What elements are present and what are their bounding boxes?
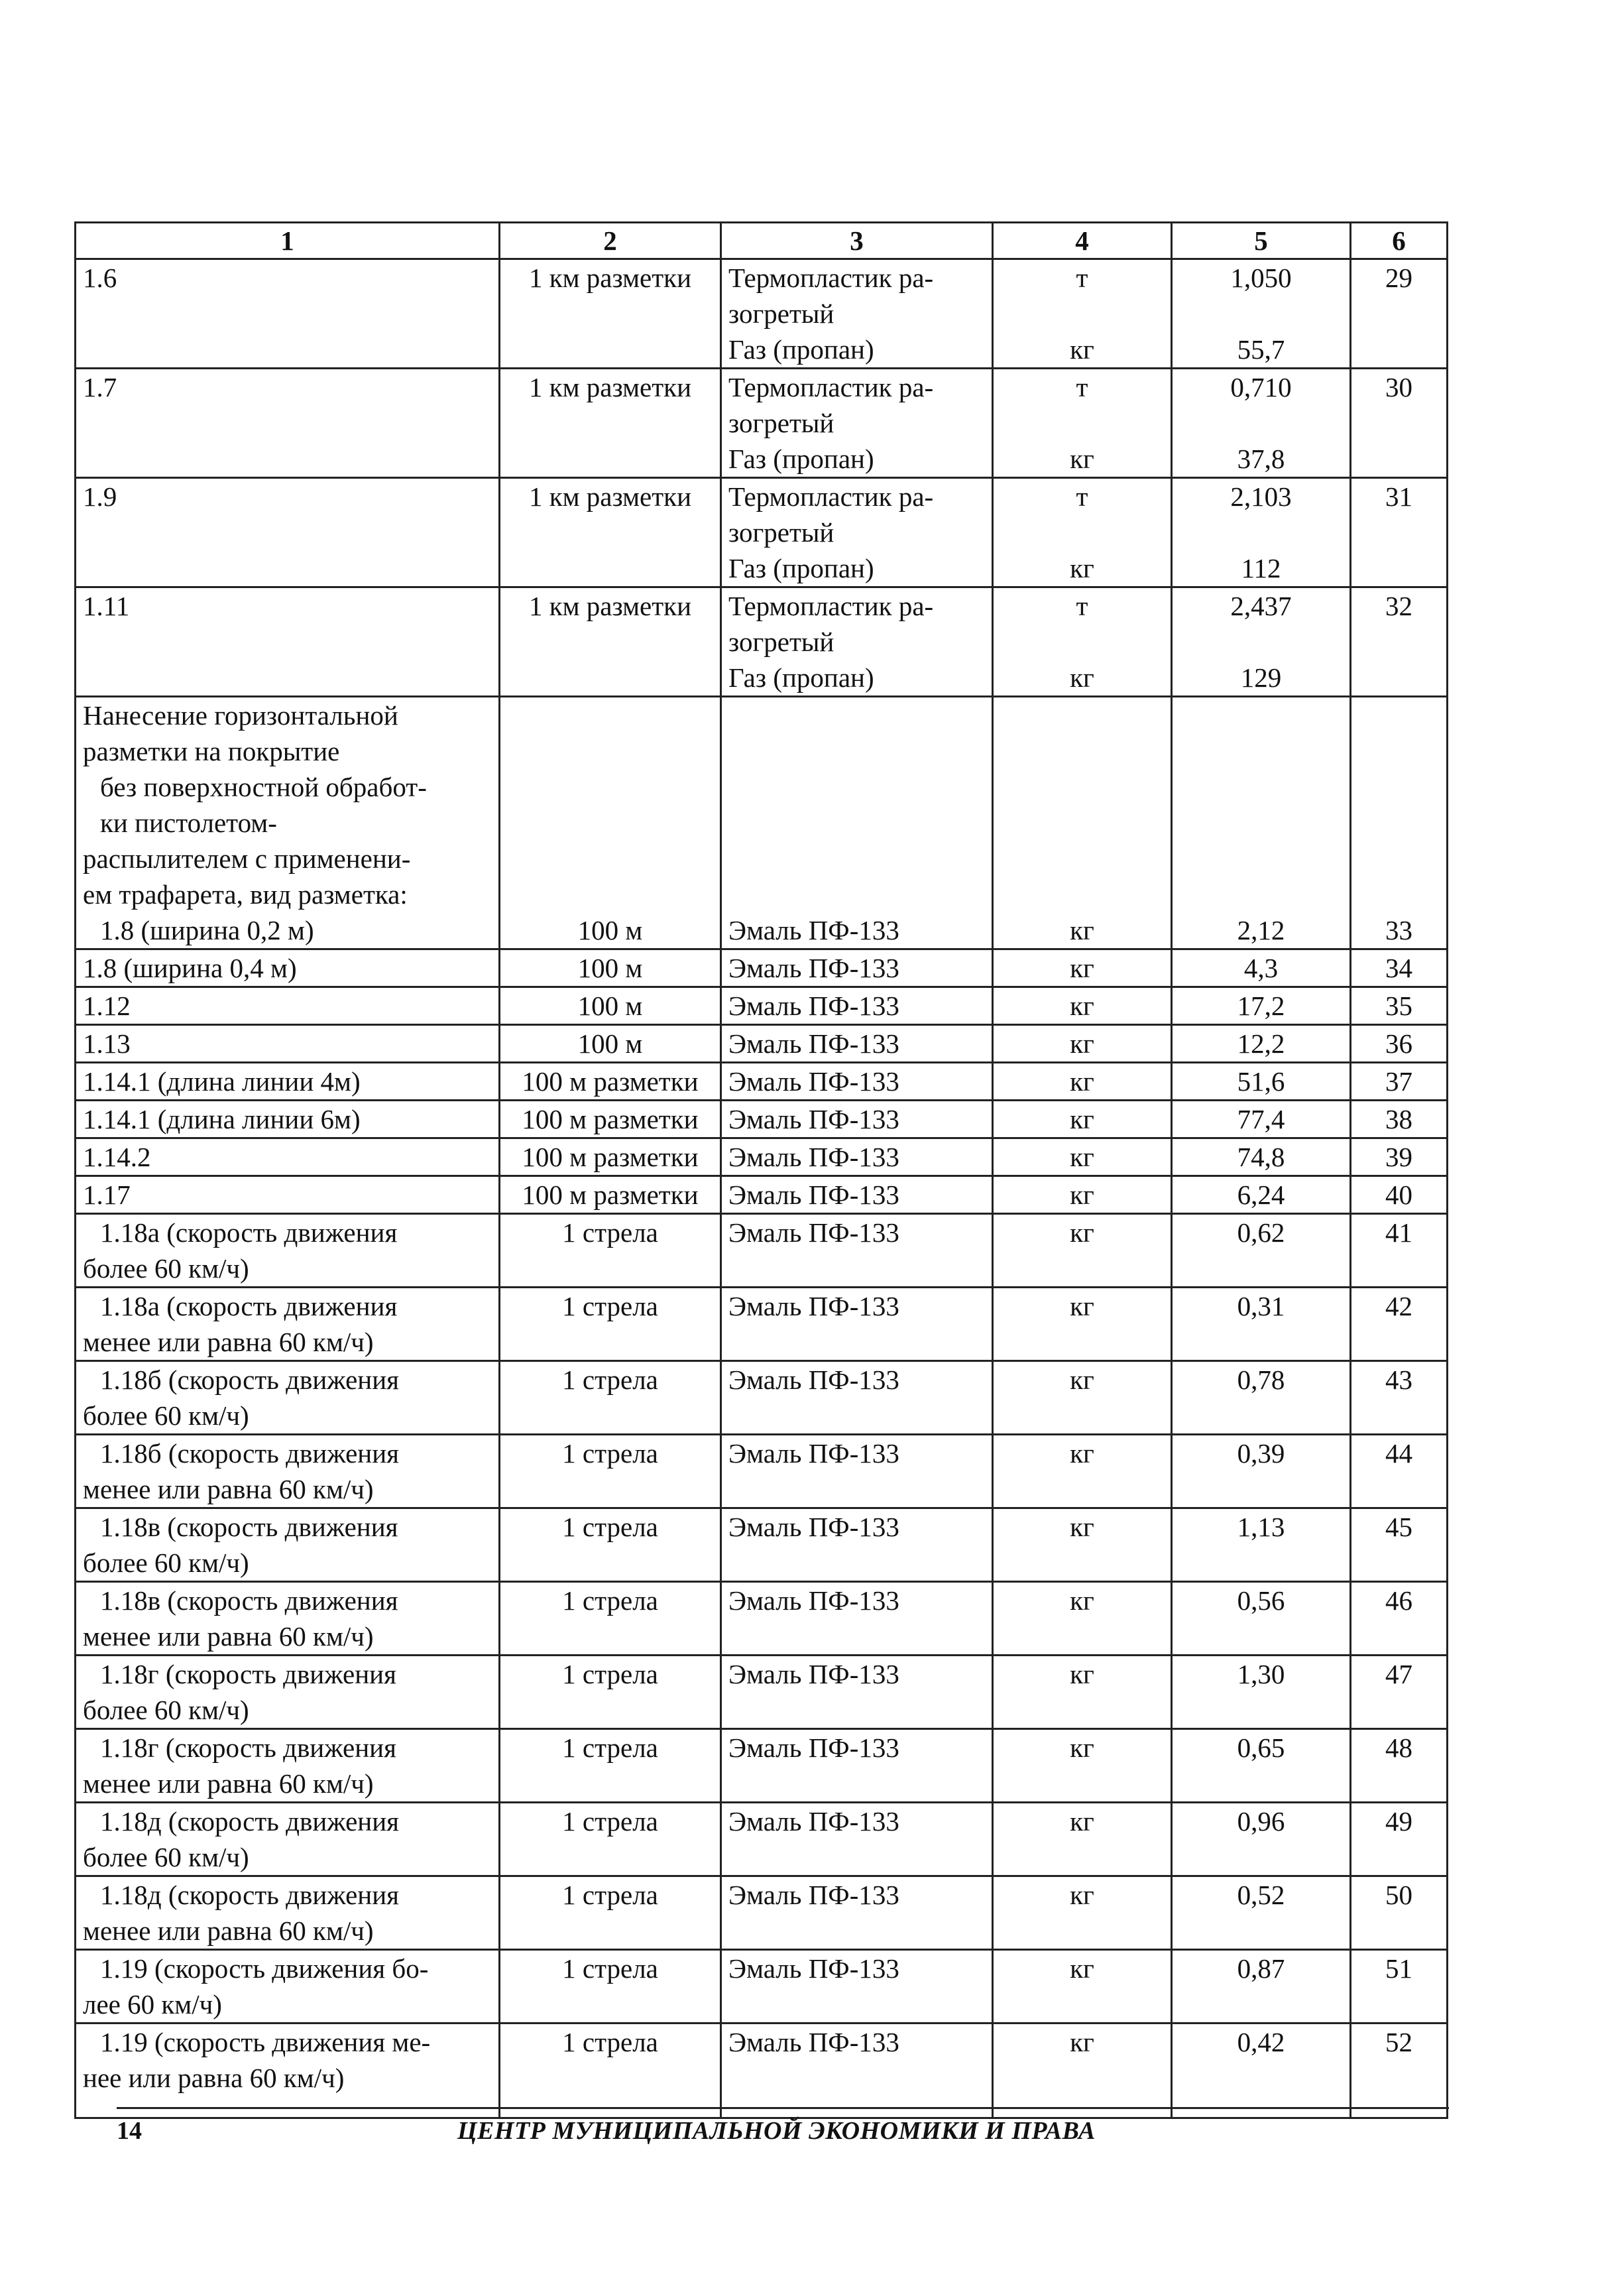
header-col-5: 5 <box>1172 223 1351 259</box>
measure-unit: 1 стрела <box>500 1950 721 2024</box>
table-row <box>76 949 1448 987</box>
row-number: 31 <box>1351 478 1448 587</box>
code-line: менее или равна 60 км/ч) <box>83 1768 374 1799</box>
marking-code: 1.9 <box>76 478 500 587</box>
marking-code <box>76 1508 500 1582</box>
material-line: зогретый <box>728 408 834 438</box>
norm-value: 1,30 <box>1172 1656 1351 1729</box>
uom <box>993 478 1172 587</box>
marking-code: 1.8 (ширина 0,4 м) <box>76 949 500 987</box>
norm-value <box>1172 369 1351 478</box>
uom: кг <box>993 1063 1172 1101</box>
code-line: менее или равна 60 км/ч) <box>83 1327 374 1357</box>
material: Эмаль ПФ-133 <box>721 1656 993 1729</box>
norm-value: 2,12 <box>1172 697 1351 949</box>
heading-line: ки пистолетом- <box>100 808 277 838</box>
measure-unit: 100 м разметки <box>500 1176 721 1214</box>
marking-code: 1.8 (ширина 0,2 м) <box>100 915 314 945</box>
table-row <box>76 369 1448 478</box>
table-row <box>76 259 1448 369</box>
measure-unit: 100 м разметки <box>500 1138 721 1176</box>
row-number: 32 <box>1351 587 1448 697</box>
norm-value: 0,31 <box>1172 1288 1351 1361</box>
material <box>721 478 993 587</box>
measure-unit: 100 м <box>500 1025 721 1063</box>
table-row <box>76 1101 1448 1138</box>
row-number: 44 <box>1351 1435 1448 1508</box>
uom: кг <box>993 949 1172 987</box>
norm-value: 0,78 <box>1172 1361 1351 1435</box>
code-line: 1.18в (скорость движения <box>100 1585 398 1616</box>
material-line: зогретый <box>728 517 834 548</box>
table-row <box>76 1025 1448 1063</box>
norm-value: 0,56 <box>1172 1582 1351 1656</box>
measure-unit: 100 м разметки <box>500 1101 721 1138</box>
marking-code <box>76 1950 500 2024</box>
value-line: 2,437 <box>1230 591 1292 621</box>
row-number: 50 <box>1351 1876 1448 1950</box>
measure-unit: 100 м <box>500 697 721 949</box>
table-row <box>76 1656 1448 1729</box>
table-row <box>76 587 1448 697</box>
material-line: Термопластик ра- <box>728 372 934 402</box>
measure-unit: 1 стрела <box>500 1288 721 1361</box>
table-row <box>76 2024 1448 2118</box>
material: Эмаль ПФ-133 <box>721 1582 993 1656</box>
code-line: более 60 км/ч) <box>83 1400 249 1431</box>
heading-line: без поверхностной обработ- <box>100 772 427 802</box>
code-line: менее или равна 60 км/ч) <box>83 1621 374 1652</box>
section-heading-row <box>76 697 1448 949</box>
measure-unit: 1 стрела <box>500 1508 721 1582</box>
marking-code <box>76 1435 500 1508</box>
material: Эмаль ПФ-133 <box>721 1950 993 2024</box>
measure-unit: 1 км разметки <box>500 369 721 478</box>
uom <box>993 369 1172 478</box>
norm-value: 0,42 <box>1172 2024 1351 2118</box>
row-number: 46 <box>1351 1582 1448 1656</box>
code-line: 1.18д (скорость движения <box>100 1806 400 1837</box>
uom: кг <box>993 1214 1172 1288</box>
material-line: Термопластик ра- <box>728 481 934 512</box>
uom-line: т <box>1076 481 1088 512</box>
uom <box>993 587 1172 697</box>
norm-value <box>1172 259 1351 369</box>
norm-value: 0,96 <box>1172 1803 1351 1876</box>
measure-unit: 1 км разметки <box>500 478 721 587</box>
row-number: 37 <box>1351 1063 1448 1101</box>
code-line: 1.18б (скорость движения <box>100 1364 400 1395</box>
value-line: 55,7 <box>1237 334 1285 365</box>
uom: кг <box>993 1876 1172 1950</box>
material: Эмаль ПФ-133 <box>721 949 993 987</box>
marking-code: 1.7 <box>76 369 500 478</box>
measure-unit: 1 стрела <box>500 1729 721 1803</box>
row-number: 35 <box>1351 987 1448 1025</box>
table-row <box>76 478 1448 587</box>
table-row <box>76 1729 1448 1803</box>
norm-value: 0,62 <box>1172 1214 1351 1288</box>
value-line: 0,710 <box>1230 372 1292 402</box>
code-line: 1.19 (скорость движения бо- <box>100 1953 429 1984</box>
table-row <box>76 1138 1448 1176</box>
marking-code <box>76 1582 500 1656</box>
marking-code <box>76 1361 500 1435</box>
section-heading <box>76 697 500 949</box>
material-line: Газ (пропан) <box>728 334 874 365</box>
uom: кг <box>993 1582 1172 1656</box>
marking-code <box>76 2024 500 2118</box>
row-number: 42 <box>1351 1288 1448 1361</box>
uom-line: кг <box>1070 334 1094 365</box>
value-line: 112 <box>1241 553 1281 583</box>
uom: кг <box>993 1950 1172 2024</box>
material: Эмаль ПФ-133 <box>721 1435 993 1508</box>
uom-line: т <box>1076 372 1088 402</box>
code-line: 1.18д (скорость движения <box>100 1880 400 1910</box>
code-line: 1.19 (скорость движения ме- <box>100 2027 431 2057</box>
material-line: Термопластик ра- <box>728 263 934 293</box>
uom: кг <box>993 1288 1172 1361</box>
code-line: 1.18а (скорость движения <box>100 1291 398 1321</box>
uom: кг <box>993 1176 1172 1214</box>
material-line: Газ (пропан) <box>728 553 874 583</box>
heading-line: ем трафарета, вид разметка: <box>83 879 408 910</box>
norm-value: 0,65 <box>1172 1729 1351 1803</box>
table-row <box>76 1582 1448 1656</box>
row-number: 43 <box>1351 1361 1448 1435</box>
marking-code: 1.13 <box>76 1025 500 1063</box>
table-row <box>76 1950 1448 2024</box>
table-body <box>76 259 1448 2118</box>
uom: кг <box>993 987 1172 1025</box>
marking-code: 1.14.1 (длина линии 6м) <box>76 1101 500 1138</box>
material: Эмаль ПФ-133 <box>721 1025 993 1063</box>
material: Эмаль ПФ-133 <box>721 1876 993 1950</box>
code-line: менее или равна 60 км/ч) <box>83 1474 374 1504</box>
code-line: 1.18в (скорость движения <box>100 1512 398 1542</box>
header-col-2: 2 <box>500 223 721 259</box>
material: Эмаль ПФ-133 <box>721 1138 993 1176</box>
materials-norms-table <box>74 221 1448 2119</box>
row-number: 38 <box>1351 1101 1448 1138</box>
header-col-6: 6 <box>1351 223 1448 259</box>
code-line: более 60 км/ч) <box>83 1253 249 1284</box>
material: Эмаль ПФ-133 <box>721 1101 993 1138</box>
table-row <box>76 1288 1448 1361</box>
measure-unit: 1 стрела <box>500 1435 721 1508</box>
page-number: 14 <box>117 2117 142 2145</box>
material-line: Термопластик ра- <box>728 591 934 621</box>
code-line: более 60 км/ч) <box>83 1547 249 1578</box>
code-line: менее или равна 60 км/ч) <box>83 1915 374 1946</box>
row-number: 41 <box>1351 1214 1448 1288</box>
value-line: 2,103 <box>1230 481 1292 512</box>
row-number: 39 <box>1351 1138 1448 1176</box>
norm-value: 77,4 <box>1172 1101 1351 1138</box>
material-line: Газ (пропан) <box>728 662 874 693</box>
row-number: 52 <box>1351 2024 1448 2118</box>
row-number: 48 <box>1351 1729 1448 1803</box>
heading-line: распылителем с применени- <box>83 843 411 874</box>
heading-line: Нанесение горизонтальной <box>83 700 398 731</box>
row-number: 45 <box>1351 1508 1448 1582</box>
measure-unit: 1 стрела <box>500 1214 721 1288</box>
norm-value: 17,2 <box>1172 987 1351 1025</box>
measure-unit: 1 стрела <box>500 1656 721 1729</box>
publisher-title: ЦЕНТР МУНИЦИПАЛЬНОЙ ЭКОНОМИКИ И ПРАВА <box>457 2117 1096 2145</box>
norm-value <box>1172 478 1351 587</box>
material: Эмаль ПФ-133 <box>721 2024 993 2118</box>
uom-line: т <box>1076 591 1088 621</box>
measure-unit: 100 м <box>500 949 721 987</box>
measure-unit: 100 м разметки <box>500 1063 721 1101</box>
material: Эмаль ПФ-133 <box>721 1288 993 1361</box>
footer-divider <box>117 2107 1449 2109</box>
row-number: 40 <box>1351 1176 1448 1214</box>
row-number: 29 <box>1351 259 1448 369</box>
marking-code: 1.17 <box>76 1176 500 1214</box>
uom: кг <box>993 1508 1172 1582</box>
marking-code <box>76 1214 500 1288</box>
norm-value: 0,52 <box>1172 1876 1351 1950</box>
measure-unit: 1 стрела <box>500 1803 721 1876</box>
uom-line: т <box>1076 263 1088 293</box>
marking-code <box>76 1729 500 1803</box>
uom-line: кг <box>1070 444 1094 474</box>
table-row <box>76 1361 1448 1435</box>
table-row <box>76 1508 1448 1582</box>
norm-value: 12,2 <box>1172 1025 1351 1063</box>
marking-code: 1.14.2 <box>76 1138 500 1176</box>
code-line: более 60 км/ч) <box>83 1842 249 1872</box>
table-row <box>76 1435 1448 1508</box>
measure-unit: 1 км разметки <box>500 259 721 369</box>
table-row <box>76 1063 1448 1101</box>
value-line: 37,8 <box>1237 444 1285 474</box>
table-row <box>76 987 1448 1025</box>
uom: кг <box>993 697 1172 949</box>
material <box>721 587 993 697</box>
material <box>721 259 993 369</box>
row-number: 51 <box>1351 1950 1448 2024</box>
marking-code: 1.12 <box>76 987 500 1025</box>
measure-unit: 1 стрела <box>500 1876 721 1950</box>
material: Эмаль ПФ-133 <box>721 1361 993 1435</box>
code-line: более 60 км/ч) <box>83 1695 249 1725</box>
uom-line: кг <box>1070 553 1094 583</box>
row-number: 33 <box>1351 697 1448 949</box>
norm-value: 4,3 <box>1172 949 1351 987</box>
material: Эмаль ПФ-133 <box>721 1508 993 1582</box>
value-line: 1,050 <box>1230 263 1292 293</box>
heading-line: разметки на покрытие <box>83 736 340 766</box>
code-line: 1.18а (скорость движения <box>100 1217 398 1248</box>
marking-code: 1.6 <box>76 259 500 369</box>
row-number: 36 <box>1351 1025 1448 1063</box>
measure-unit: 1 стрела <box>500 1361 721 1435</box>
norm-value: 51,6 <box>1172 1063 1351 1101</box>
material: Эмаль ПФ-133 <box>721 1176 993 1214</box>
row-number: 30 <box>1351 369 1448 478</box>
measure-unit: 1 км разметки <box>500 587 721 697</box>
table-row <box>76 1176 1448 1214</box>
uom: кг <box>993 1101 1172 1138</box>
marking-code: 1.11 <box>76 587 500 697</box>
material <box>721 369 993 478</box>
row-number: 34 <box>1351 949 1448 987</box>
material-line: зогретый <box>728 298 834 329</box>
norm-value: 74,8 <box>1172 1138 1351 1176</box>
marking-code <box>76 1288 500 1361</box>
table-row <box>76 1214 1448 1288</box>
material: Эмаль ПФ-133 <box>721 987 993 1025</box>
code-line: 1.18б (скорость движения <box>100 1438 400 1469</box>
measure-unit: 100 м <box>500 987 721 1025</box>
material-line: Газ (пропан) <box>728 444 874 474</box>
measure-unit: 1 стрела <box>500 2024 721 2118</box>
code-line: 1.18г (скорость движения <box>100 1659 396 1689</box>
norm-value: 1,13 <box>1172 1508 1351 1582</box>
norm-value <box>1172 587 1351 697</box>
material: Эмаль ПФ-133 <box>721 1729 993 1803</box>
uom: кг <box>993 1025 1172 1063</box>
table-row <box>76 1876 1448 1950</box>
uom: кг <box>993 2024 1172 2118</box>
material: Эмаль ПФ-133 <box>721 697 993 949</box>
uom: кг <box>993 1803 1172 1876</box>
uom: кг <box>993 1361 1172 1435</box>
row-number: 47 <box>1351 1656 1448 1729</box>
uom-line: кг <box>1070 662 1094 693</box>
material: Эмаль ПФ-133 <box>721 1063 993 1101</box>
norm-value: 6,24 <box>1172 1176 1351 1214</box>
norm-value: 0,39 <box>1172 1435 1351 1508</box>
marking-code <box>76 1803 500 1876</box>
uom <box>993 259 1172 369</box>
header-col-4: 4 <box>993 223 1172 259</box>
header-col-1: 1 <box>76 223 500 259</box>
uom: кг <box>993 1656 1172 1729</box>
header-col-3: 3 <box>721 223 993 259</box>
table-header-row <box>76 223 1448 259</box>
row-number: 49 <box>1351 1803 1448 1876</box>
marking-code <box>76 1656 500 1729</box>
marking-code: 1.14.1 (длина линии 4м) <box>76 1063 500 1101</box>
norm-value: 0,87 <box>1172 1950 1351 2024</box>
material: Эмаль ПФ-133 <box>721 1214 993 1288</box>
marking-code <box>76 1876 500 1950</box>
code-line: 1.18г (скорость движения <box>100 1732 396 1763</box>
material-line: зогретый <box>728 627 834 657</box>
value-line: 129 <box>1240 662 1282 693</box>
uom: кг <box>993 1138 1172 1176</box>
uom: кг <box>993 1435 1172 1508</box>
code-line: лее 60 км/ч) <box>83 1989 222 2020</box>
material: Эмаль ПФ-133 <box>721 1803 993 1876</box>
uom: кг <box>993 1729 1172 1803</box>
code-line: нее или равна 60 км/ч) <box>83 2063 345 2093</box>
measure-unit: 1 стрела <box>500 1582 721 1656</box>
table-row <box>76 1803 1448 1876</box>
